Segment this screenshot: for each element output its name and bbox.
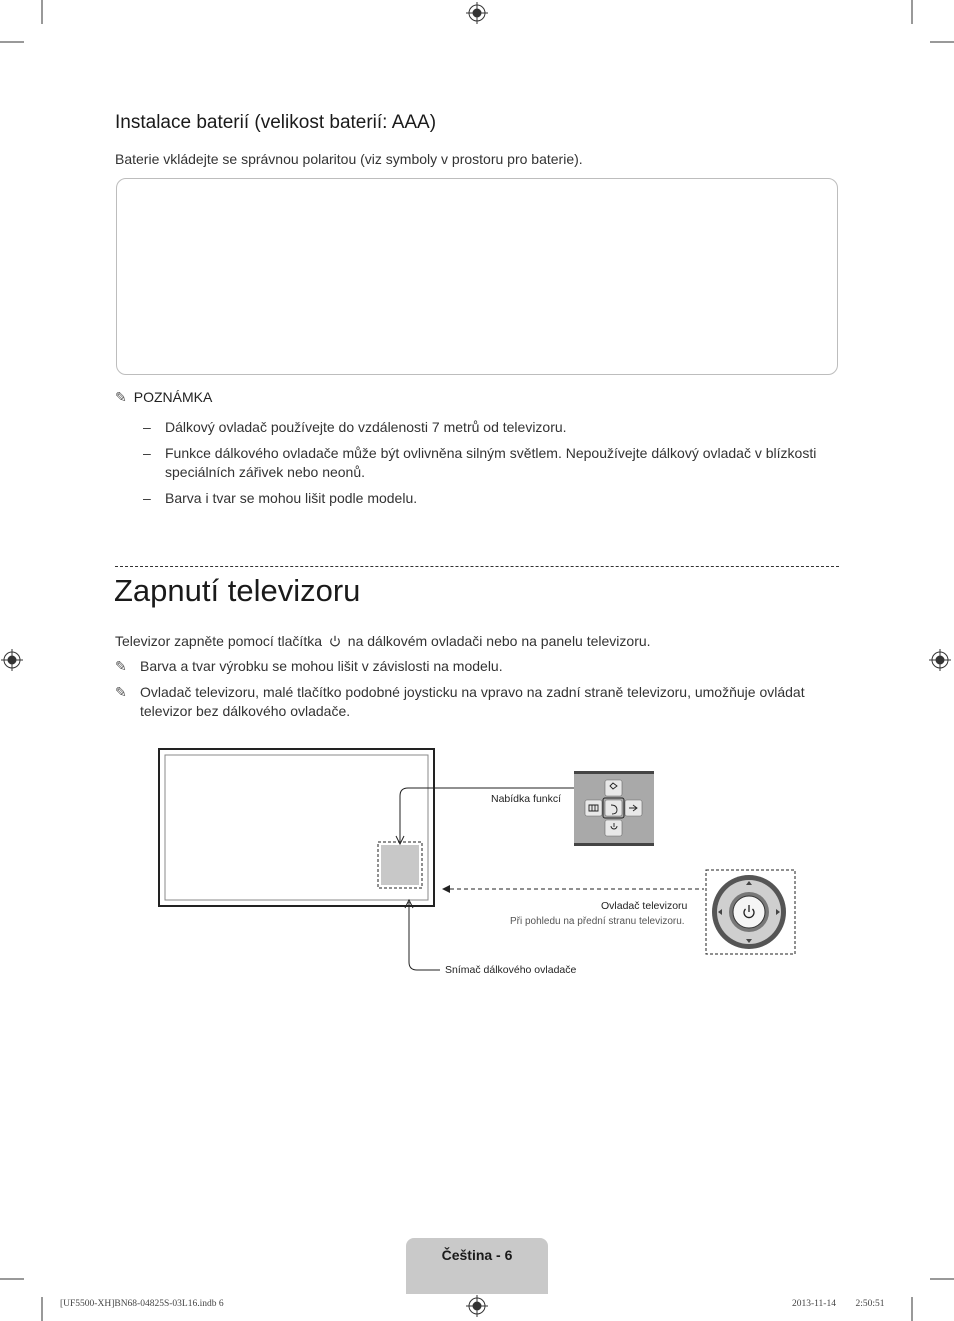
sensor-label: Snímač dálkového ovladače: [445, 964, 577, 976]
note-label: POZNÁMKA: [133, 389, 213, 405]
pencil-icon: ✎: [115, 684, 127, 700]
list-item: ✎ Barva a tvar výrobku se mohou lišit v závislosti na modelu.: [115, 658, 503, 674]
pencil-icon: ✎: [115, 658, 127, 674]
controller-sub-label: Při pohledu na přední stranu televizoru.: [510, 916, 685, 927]
battery-illustration-frame: [116, 178, 838, 375]
battery-intro-text: Baterie vkládejte se správnou polaritou (viz symboly v prostoru pro baterie).: [115, 151, 583, 167]
function-menu-label: Nabídka funkcí: [491, 793, 562, 805]
list-item: – Funkce dálkového ovladače může být ovlivněna silným světlem. Nepoužívejte dálkový ovladač v blízkosti speciálních zářivek nebo neonů.: [143, 445, 817, 480]
power-icon: [329, 635, 341, 647]
list-item: – Barva i tvar se mohou lišit podle modelu.: [143, 490, 418, 506]
power-icon: [744, 905, 754, 918]
battery-section-heading: Instalace baterií (velikost baterií: AAA): [115, 112, 437, 133]
power-on-text: Televizor zapněte pomocí tlačítka na dálkovém ovladači nebo na panelu televizoru.: [115, 633, 651, 649]
pencil-icon: ✎: [115, 389, 127, 405]
power-on-notes: [115, 657, 835, 728]
print-date-info: 2013-11-14 ￿￿ 2:50:51: [792, 1299, 885, 1309]
page-number: Čeština - 6: [441, 1247, 513, 1263]
print-file-info: [UF5500-XH]BN68-04825S-03L16.indb 6: [60, 1299, 224, 1309]
note-list: [143, 418, 833, 515]
tv-diagram: [159, 749, 795, 970]
power-on-heading: Zapnutí televizoru: [114, 573, 361, 608]
list-item: – Dálkový ovladač používejte do vzdálenosti 7 metrů od televizoru.: [143, 419, 567, 435]
note-heading: [115, 389, 212, 406]
controller-label: Ovladač televizoru: [601, 900, 688, 912]
list-item: ✎ Ovladač televizoru, malé tlačítko podobné joysticku na vpravo na zadní straně televizoru, umožňuje ovládat televizor bez dálkového ovladače.: [115, 684, 805, 719]
section-divider: [115, 566, 839, 567]
